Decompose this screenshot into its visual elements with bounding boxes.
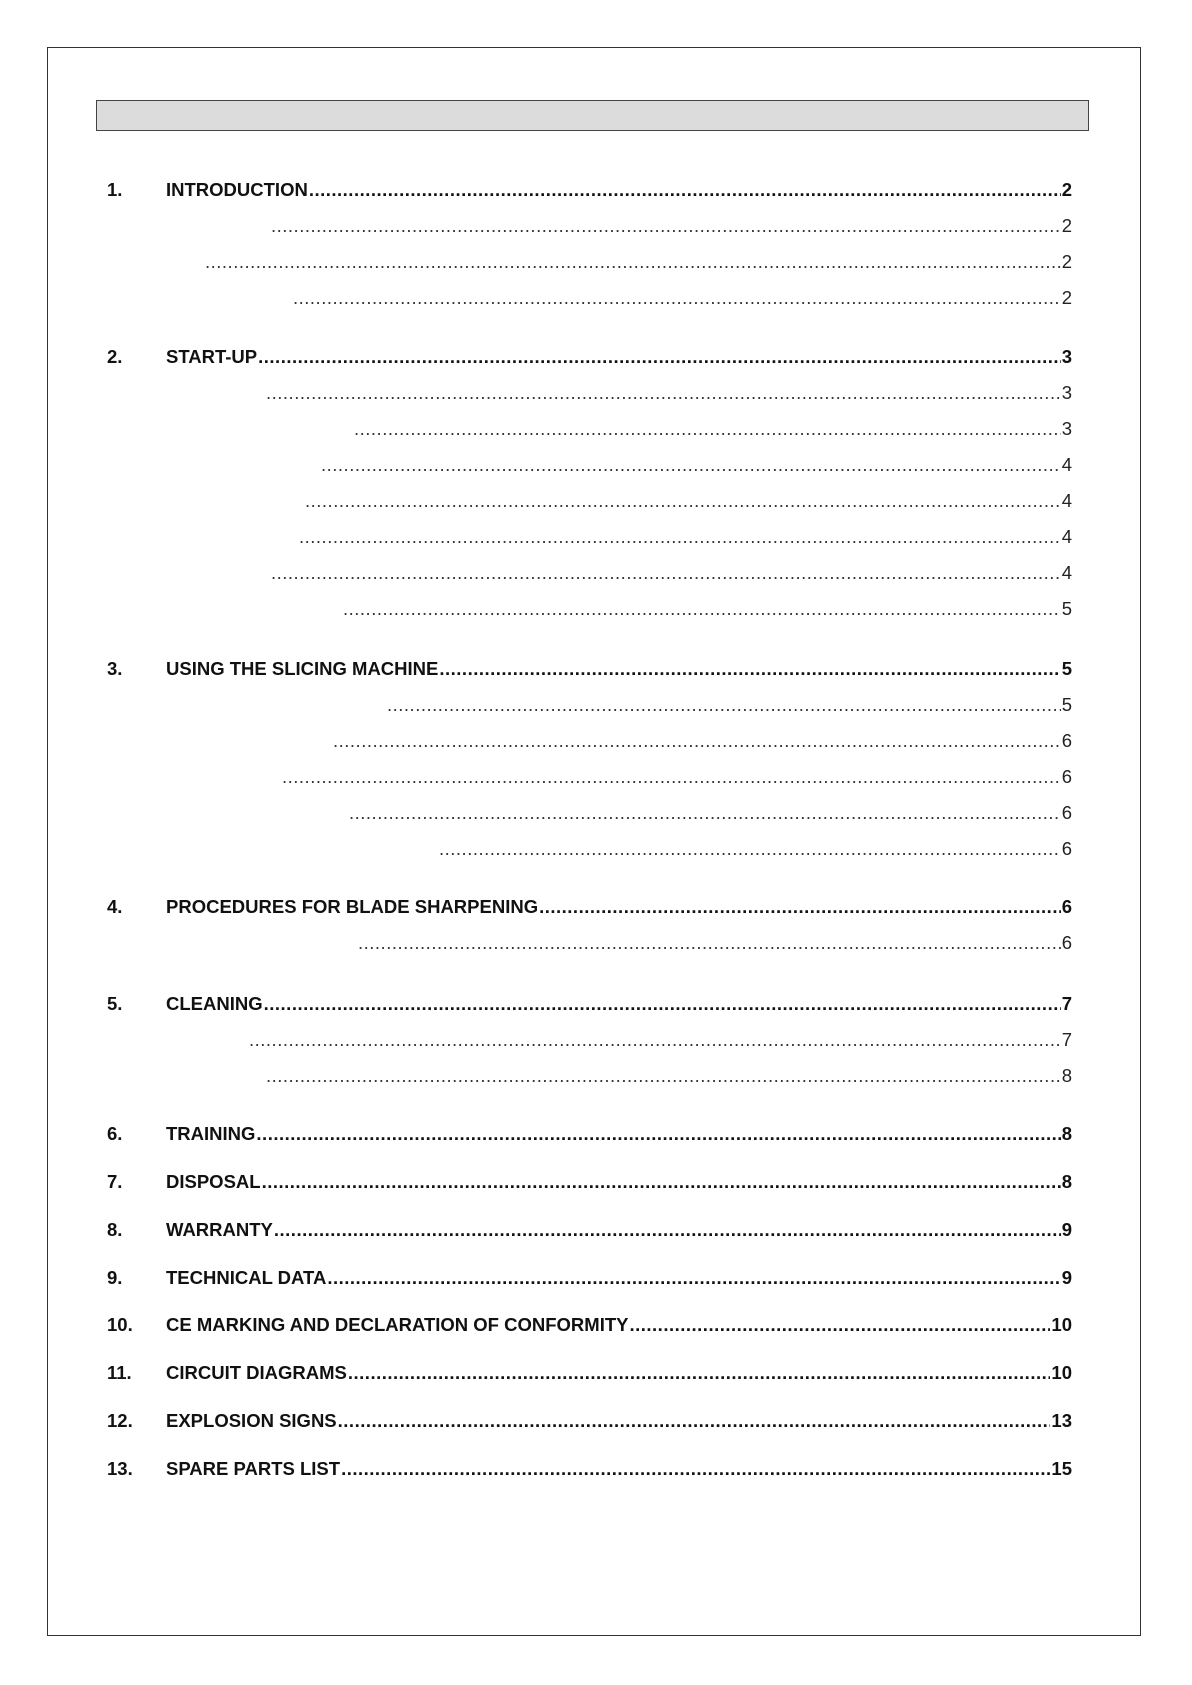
toc-entry[interactable] — [107, 658, 1072, 680]
toc-dot-leader — [271, 562, 1061, 584]
toc-entry-page: 2 — [1061, 179, 1072, 200]
toc-dot-leader — [249, 1029, 1061, 1051]
toc-entry-title: START-UP — [166, 346, 258, 367]
toc-subentry[interactable] — [270, 562, 1072, 584]
toc-entry-title: TECHNICAL DATA — [166, 1267, 327, 1288]
toc-subentry[interactable] — [348, 802, 1072, 824]
toc-subentry[interactable] — [353, 418, 1072, 440]
toc-entry[interactable] — [107, 1458, 1072, 1480]
toc-entry-title: TRAINING — [166, 1123, 256, 1144]
toc-entry[interactable] — [107, 1123, 1072, 1145]
toc-subentry-page: 4 — [1061, 562, 1072, 583]
toc-dot-leader — [341, 1458, 1050, 1480]
toc-subentry-page: 6 — [1061, 838, 1072, 859]
toc-subentry[interactable] — [204, 251, 1072, 273]
toc-dot-leader — [354, 418, 1061, 440]
toc-entry[interactable] — [107, 993, 1072, 1015]
toc-dot-leader — [256, 1123, 1060, 1145]
toc-entry-number: 7. — [107, 1171, 123, 1192]
toc-subentry[interactable] — [386, 694, 1072, 716]
toc-dot-leader — [305, 490, 1061, 512]
toc-subentry[interactable] — [248, 1029, 1072, 1051]
toc-entry-number: 1. — [107, 179, 123, 200]
toc-dot-leader — [271, 215, 1061, 237]
toc-entry-number: 10. — [107, 1314, 133, 1335]
toc-subentry[interactable] — [298, 526, 1072, 548]
toc-entry-title: EXPLOSION SIGNS — [166, 1410, 337, 1431]
toc-entry-number: 2. — [107, 346, 123, 367]
toc-entry-page: 5 — [1061, 658, 1072, 679]
toc-entry-title: CE MARKING AND DECLARATION OF CONFORMITY — [166, 1314, 629, 1335]
toc-subentry[interactable] — [265, 382, 1072, 404]
toc-entry-title: PROCEDURES FOR BLADE SHARPENING — [166, 896, 539, 917]
toc-entry-page: 3 — [1061, 346, 1072, 367]
toc-dot-leader — [266, 1065, 1061, 1087]
toc-subentry[interactable] — [304, 490, 1072, 512]
toc-subentry-page: 5 — [1061, 598, 1072, 619]
toc-subentry-page: 2 — [1061, 215, 1072, 236]
toc-entry-number: 5. — [107, 993, 123, 1014]
toc-subentry[interactable] — [320, 454, 1072, 476]
toc-dot-leader — [258, 346, 1061, 368]
toc-dot-leader — [439, 838, 1061, 860]
toc-entry-title: INTRODUCTION — [166, 179, 308, 200]
toc-dot-leader — [205, 251, 1061, 273]
toc-subentry[interactable] — [357, 932, 1072, 954]
toc-subentry-page: 2 — [1061, 287, 1072, 308]
toc-entry-page: 8 — [1061, 1171, 1072, 1192]
toc-subentry-page: 6 — [1061, 730, 1072, 751]
toc-entry-page: 15 — [1051, 1458, 1072, 1479]
toc-dot-leader — [266, 382, 1061, 404]
toc-entry[interactable] — [107, 1267, 1072, 1289]
toc-dot-leader — [299, 526, 1061, 548]
toc-entry-title: CLEANING — [166, 993, 263, 1014]
toc-entry-number: 9. — [107, 1267, 123, 1288]
toc-subentry[interactable] — [438, 838, 1072, 860]
toc-entry[interactable] — [107, 896, 1072, 918]
toc-subentry-page: 7 — [1061, 1029, 1072, 1050]
toc-entry-number: 12. — [107, 1410, 133, 1431]
toc-subentry-page: 4 — [1061, 454, 1072, 475]
toc-entry-page: 8 — [1061, 1123, 1072, 1144]
toc-subentry-page: 6 — [1061, 932, 1072, 953]
toc-entry-title: SPARE PARTS LIST — [166, 1458, 341, 1479]
toc-entry-page: 9 — [1061, 1219, 1072, 1240]
toc-dot-leader — [629, 1314, 1050, 1336]
toc-dot-leader — [343, 598, 1061, 620]
toc-entry-number: 3. — [107, 658, 123, 679]
toc-entry[interactable] — [107, 1314, 1072, 1336]
toc-entry[interactable] — [107, 346, 1072, 368]
toc-entry-page: 6 — [1061, 896, 1072, 917]
toc-entry-page: 10 — [1051, 1314, 1072, 1335]
toc-subentry-page: 4 — [1061, 490, 1072, 511]
toc-dot-leader — [293, 287, 1061, 309]
toc-dot-leader — [309, 179, 1061, 201]
toc-dot-leader — [338, 1410, 1051, 1432]
toc-entry[interactable] — [107, 1410, 1072, 1432]
toc-subentry[interactable] — [332, 730, 1072, 752]
toc-subentry-page: 6 — [1061, 802, 1072, 823]
toc-subentry[interactable] — [342, 598, 1072, 620]
toc-dot-leader — [327, 1267, 1060, 1289]
toc-entry-title: DISPOSAL — [166, 1171, 261, 1192]
toc-dot-leader — [262, 1171, 1061, 1193]
toc-subentry-page: 5 — [1061, 694, 1072, 715]
toc-subentry-page: 3 — [1061, 382, 1072, 403]
toc-entry-page: 7 — [1061, 993, 1072, 1014]
toc-dot-leader — [358, 932, 1061, 954]
toc-subentry-page: 4 — [1061, 526, 1072, 547]
toc-entry-number: 13. — [107, 1458, 133, 1479]
toc-entry-number: 11. — [107, 1362, 132, 1383]
toc-entry-page: 9 — [1061, 1267, 1072, 1288]
toc-dot-leader — [333, 730, 1061, 752]
toc-dot-leader — [264, 993, 1061, 1015]
toc-subentry[interactable] — [292, 287, 1072, 309]
toc-subentry[interactable] — [281, 766, 1072, 788]
toc-entry[interactable] — [107, 1362, 1072, 1384]
toc-entry[interactable] — [107, 1219, 1072, 1241]
toc-subentry-page: 3 — [1061, 418, 1072, 439]
toc-subentry-page: 6 — [1061, 766, 1072, 787]
toc-dot-leader — [387, 694, 1061, 716]
toc-entry-number: 6. — [107, 1123, 123, 1144]
toc-entry-title: USING THE SLICING MACHINE — [166, 658, 439, 679]
toc-dot-leader — [321, 454, 1061, 476]
toc-dot-leader — [274, 1219, 1061, 1241]
toc-subentry-page: 2 — [1061, 251, 1072, 272]
toc-entry[interactable] — [107, 179, 1072, 201]
toc-entry-number: 8. — [107, 1219, 123, 1240]
toc-entry-number: 4. — [107, 896, 123, 917]
toc-entry[interactable] — [107, 1171, 1072, 1193]
toc-dot-leader — [539, 896, 1061, 918]
toc-dot-leader — [349, 802, 1061, 824]
toc-dot-leader — [439, 658, 1060, 680]
toc-subentry-page: 8 — [1061, 1065, 1072, 1086]
toc-entry-page: 10 — [1051, 1362, 1072, 1383]
toc-dot-leader — [282, 766, 1061, 788]
toc-entry-title: CIRCUIT DIAGRAMS — [166, 1362, 347, 1383]
toc-subentry[interactable] — [270, 215, 1072, 237]
toc-entry-page: 13 — [1051, 1410, 1072, 1431]
toc-entry-title: WARRANTY — [166, 1219, 273, 1240]
toc-subentry[interactable] — [265, 1065, 1072, 1087]
toc-dot-leader — [348, 1362, 1051, 1384]
